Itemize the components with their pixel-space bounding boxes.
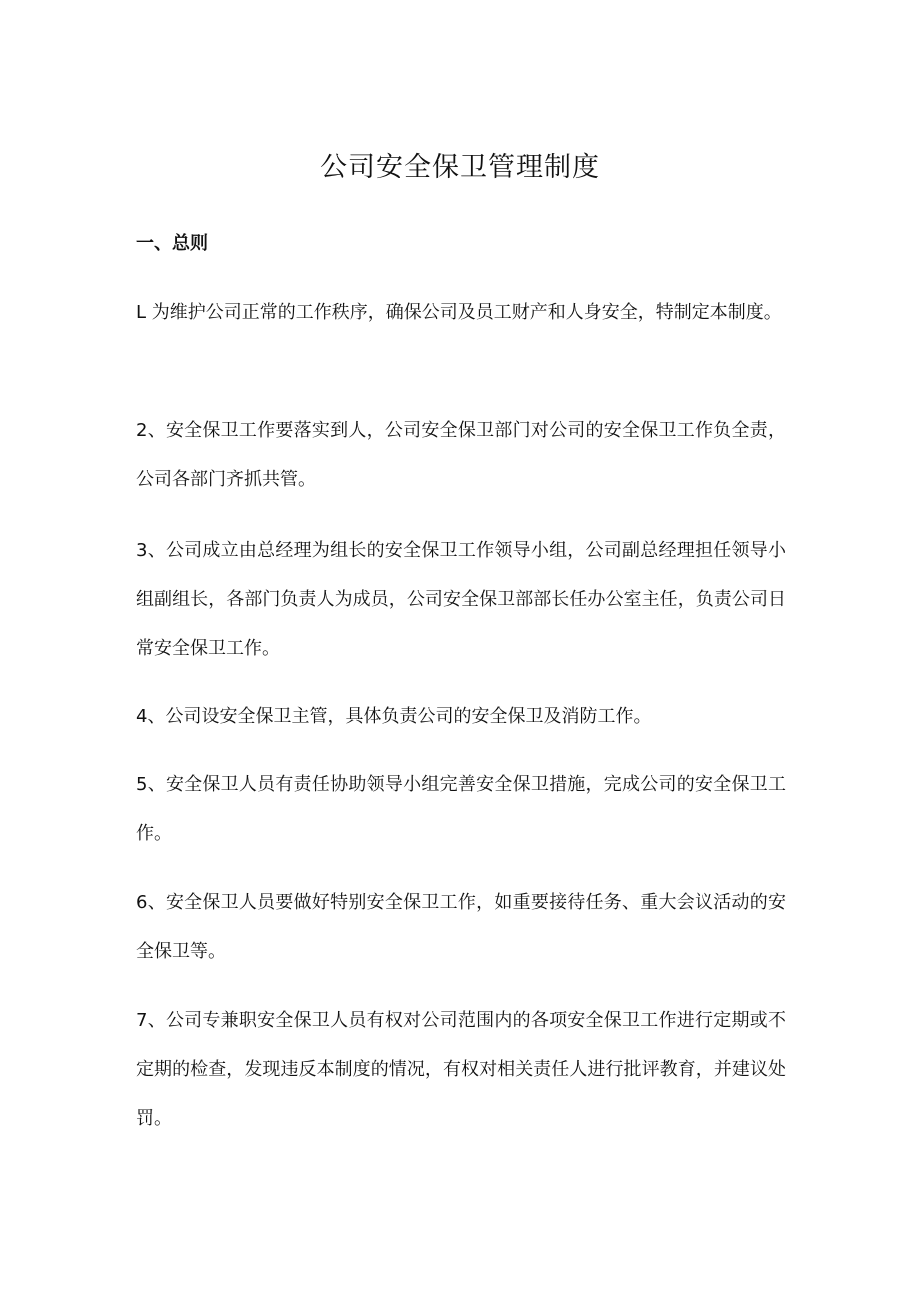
paragraph-4: 4、公司设安全保卫主管，具体负责公司的安全保卫及消防工作。	[136, 706, 652, 727]
paragraph-2: 2、安全保卫工作要落实到人，公司安全保卫部门对公司的安全保卫工作负全责，公司各部门齐抓共管。	[136, 420, 786, 490]
paragraph-5: 5、安全保卫人员有责任协助领导小组完善安全保卫措施，完成公司的安全保卫工作。	[136, 774, 786, 844]
document-title: 公司安全保卫管理制度	[320, 152, 600, 183]
section-heading: 一、总则	[136, 233, 208, 254]
paragraph-7: 7、公司专兼职安全保卫人员有权对公司范围内的各项安全保卫工作进行定期或不定期的检查，发现违反本制度的情况，有权对相关责任人进行批评教育，并建议处罚。	[136, 1010, 786, 1129]
paragraph-1: L 为维护公司正常的工作秩序，确保公司及员工财产和人身安全，特制定本制度。	[136, 302, 782, 323]
paragraph-6: 6、安全保卫人员要做好特别安全保卫工作，如重要接待任务、重大会议活动的安全保卫等。	[136, 892, 786, 962]
paragraph-3: 3、公司成立由总经理为组长的安全保卫工作领导小组，公司副总经理担任领导小组副组长，各部门负责人为成员，公司安全保卫部部长任办公室主任，负责公司日常安全保卫工作。	[136, 540, 786, 659]
